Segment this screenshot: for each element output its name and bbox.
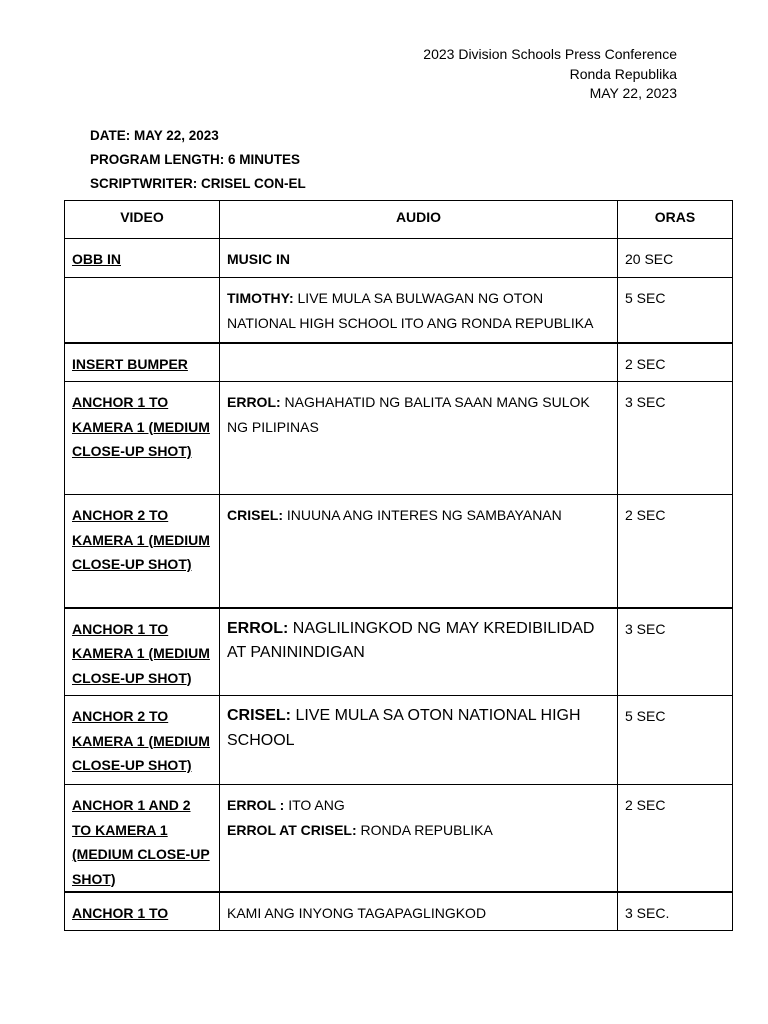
meta-scriptwriter: SCRIPTWRITER: CRISEL CON-EL — [90, 176, 306, 191]
video-cell: ANCHOR 1 AND 2 TO KAMERA 1 (MEDIUM CLOSE-UP SHOT) — [65, 785, 220, 893]
audio-line — [227, 818, 610, 843]
audio-text: LIVE MULA SA OTON NATIONAL HIGH SCHOOL — [227, 707, 581, 749]
oras-cell: 5 SEC — [618, 278, 733, 343]
video-cell: ANCHOR 1 TO — [65, 892, 220, 930]
audio-line — [227, 793, 610, 818]
audio-cell — [220, 608, 618, 696]
oras-cell: 2 SEC — [618, 343, 733, 382]
oras-cell: 2 SEC — [618, 785, 733, 893]
speaker-label: ERROL: — [227, 394, 281, 410]
audio-cell — [220, 892, 618, 930]
speaker-label: ERROL : — [227, 797, 285, 813]
audio-cell — [220, 785, 618, 893]
speaker-label: MUSIC IN — [227, 251, 290, 267]
video-cell: ANCHOR 2 TO KAMERA 1 (MEDIUM CLOSE-UP SHOT) — [65, 495, 220, 608]
video-cell: ANCHOR 2 TO KAMERA 1 (MEDIUM CLOSE-UP SHOT) — [65, 696, 220, 785]
column-header-audio: AUDIO — [220, 201, 618, 239]
table-header-row — [65, 201, 733, 239]
column-header-oras: ORAS — [618, 201, 733, 239]
oras-cell: 3 SEC — [618, 608, 733, 696]
meta-program-length: PROGRAM LENGTH: 6 MINUTES — [90, 152, 301, 167]
table-row — [65, 382, 733, 495]
table-row — [65, 696, 733, 785]
audio-cell — [220, 343, 618, 382]
audio-text: RONDA REPUBLIKA — [356, 821, 493, 838]
oras-cell: 2 SEC — [618, 495, 733, 608]
table-row — [65, 608, 733, 696]
meta-date: DATE: MAY 22, 2023 — [90, 128, 219, 143]
audio-cell — [220, 278, 618, 343]
oras-cell: 3 SEC — [618, 382, 733, 495]
table-row — [65, 278, 733, 343]
speaker-label: ERROL AT CRISEL: — [227, 821, 357, 838]
audio-text: KAMI ANG INYONG TAGAPAGLINGKOD — [227, 905, 487, 921]
oras-cell: 3 SEC. — [618, 892, 733, 930]
audio-cell — [220, 495, 618, 608]
table-row — [65, 239, 733, 278]
speaker-label: ERROL: — [227, 619, 289, 637]
header-date: MAY 22, 2023 — [589, 85, 677, 101]
speaker-label: TIMOTHY: — [227, 290, 294, 306]
script-table — [64, 200, 733, 931]
audio-cell — [220, 239, 618, 278]
oras-cell: 5 SEC — [618, 696, 733, 785]
speaker-label: CRISEL: — [227, 707, 291, 724]
table-row — [65, 892, 733, 930]
speaker-label: CRISEL: — [227, 507, 283, 523]
column-header-video: VIDEO — [65, 201, 220, 239]
script-meta — [90, 126, 306, 198]
video-cell: OBB IN — [65, 239, 220, 278]
video-cell — [65, 278, 220, 343]
table-row — [65, 785, 733, 893]
audio-cell — [220, 382, 618, 495]
audio-text: NAGLILINGKOD NG MAY KREDIBILIDAD AT PANININDIGAN — [227, 619, 595, 661]
audio-text: NAGHAHATID NG BALITA SAAN MANG SULOK NG PILIPINAS — [227, 394, 590, 435]
video-cell: ANCHOR 1 TO KAMERA 1 (MEDIUM CLOSE-UP SHOT) — [65, 382, 220, 495]
table-row — [65, 495, 733, 608]
video-cell: ANCHOR 1 TO KAMERA 1 (MEDIUM CLOSE-UP SHOT) — [65, 608, 220, 696]
table-row — [65, 343, 733, 382]
audio-text: LIVE MULA SA BULWAGAN NG OTON NATIONAL HIGH SCHOOL ITO ANG RONDA REPUBLIKA — [227, 290, 594, 331]
document-header — [423, 45, 677, 104]
audio-text: INUUNA ANG INTERES NG SAMBAYANAN — [283, 507, 562, 523]
oras-cell: 20 SEC — [618, 239, 733, 278]
video-cell: INSERT BUMPER — [65, 343, 220, 382]
header-event: 2023 Division Schools Press Conference — [423, 46, 677, 62]
audio-text: ITO ANG — [284, 797, 345, 813]
header-program: Ronda Republika — [569, 65, 677, 82]
audio-cell — [220, 696, 618, 785]
